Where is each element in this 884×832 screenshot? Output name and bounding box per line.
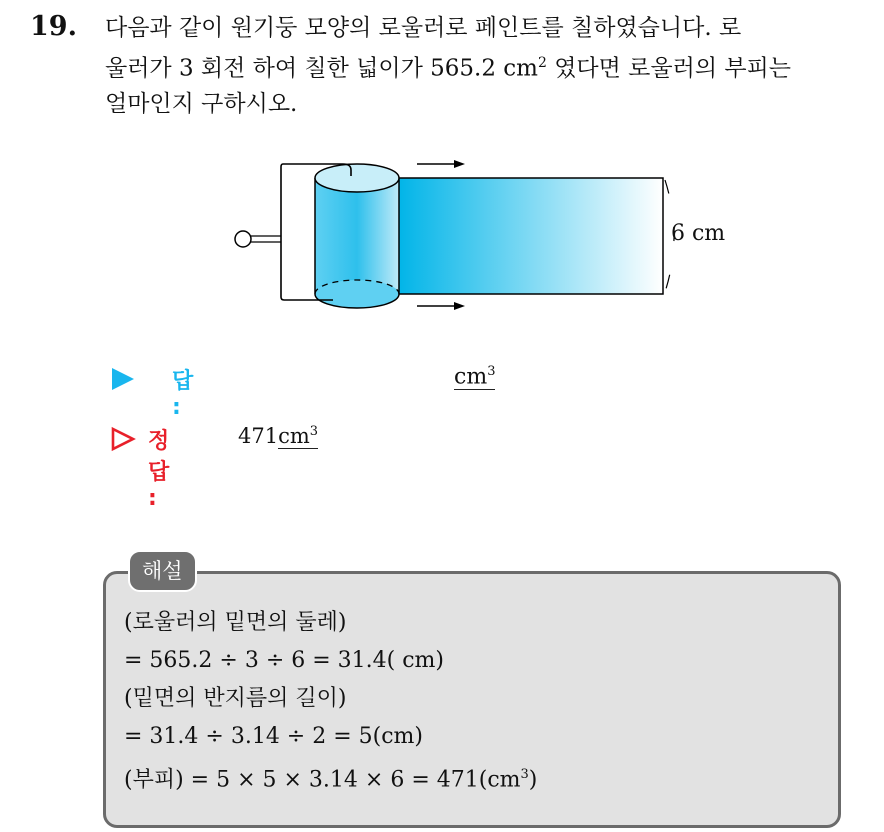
answer-label: 답 : [172, 369, 194, 420]
answer-unit: cm [454, 364, 488, 390]
roller-diagram [225, 150, 745, 320]
solution-tag: 해설 [128, 550, 197, 592]
solution-text [124, 604, 537, 799]
roller-cylinder [315, 164, 399, 308]
solution-line-5 [124, 756, 537, 799]
question-text [105, 11, 865, 122]
correct-unit-sup: 3 [309, 424, 319, 439]
answer-blank[interactable] [454, 364, 495, 390]
painted-area [397, 178, 663, 294]
question-line-2-sup: 2 [537, 55, 547, 71]
height-label: 6 cm [671, 221, 726, 246]
correct-label: 정답 : [148, 429, 170, 511]
solution-line-5-end: ) [528, 767, 538, 793]
question-number: 19. [30, 11, 77, 42]
answer-triangle-icon [110, 366, 136, 392]
roller-figure [225, 150, 745, 324]
question-line-1: 다음과 같이 원기둥 모양의 로울러로 페인트를 칠하였습니다. 로 [105, 15, 742, 41]
correct-unit [278, 424, 318, 449]
direction-arrow-bottom [417, 302, 465, 310]
question-line-2 [105, 46, 865, 87]
correct-value [238, 424, 318, 448]
direction-arrow-top [417, 160, 465, 168]
correct-triangle-icon [110, 426, 136, 452]
question-line-3: 얼마인지 구하시오. [105, 90, 298, 117]
question-line-2-b: 였다면 로울러의 부피는 [546, 55, 792, 82]
solution-line-3: (밑면의 반지름의 길이) [124, 686, 347, 711]
answer-unit-sup: 3 [487, 364, 496, 379]
correct-number: 471 [238, 424, 279, 448]
solution-line-5-a: (부피) = 5 × 5 × 3.14 × 6 = 471(cm [124, 767, 521, 793]
solution-line-4: = 31.4 ÷ 3.14 ÷ 2 = 5(cm) [124, 724, 423, 749]
solution-line-2: = 565.2 ÷ 3 ÷ 6 = 31.4( cm) [124, 648, 444, 673]
roller-handle-knob [235, 231, 251, 247]
correct-unit-text: cm [278, 424, 310, 448]
solution-line-1: (로울러의 밑면의 둘레) [124, 610, 347, 635]
solution-line-5-sup: 3 [520, 767, 529, 782]
question-line-2-a: 울러가 3 회전 하여 칠한 넓이가 565.2 cm [105, 55, 538, 82]
